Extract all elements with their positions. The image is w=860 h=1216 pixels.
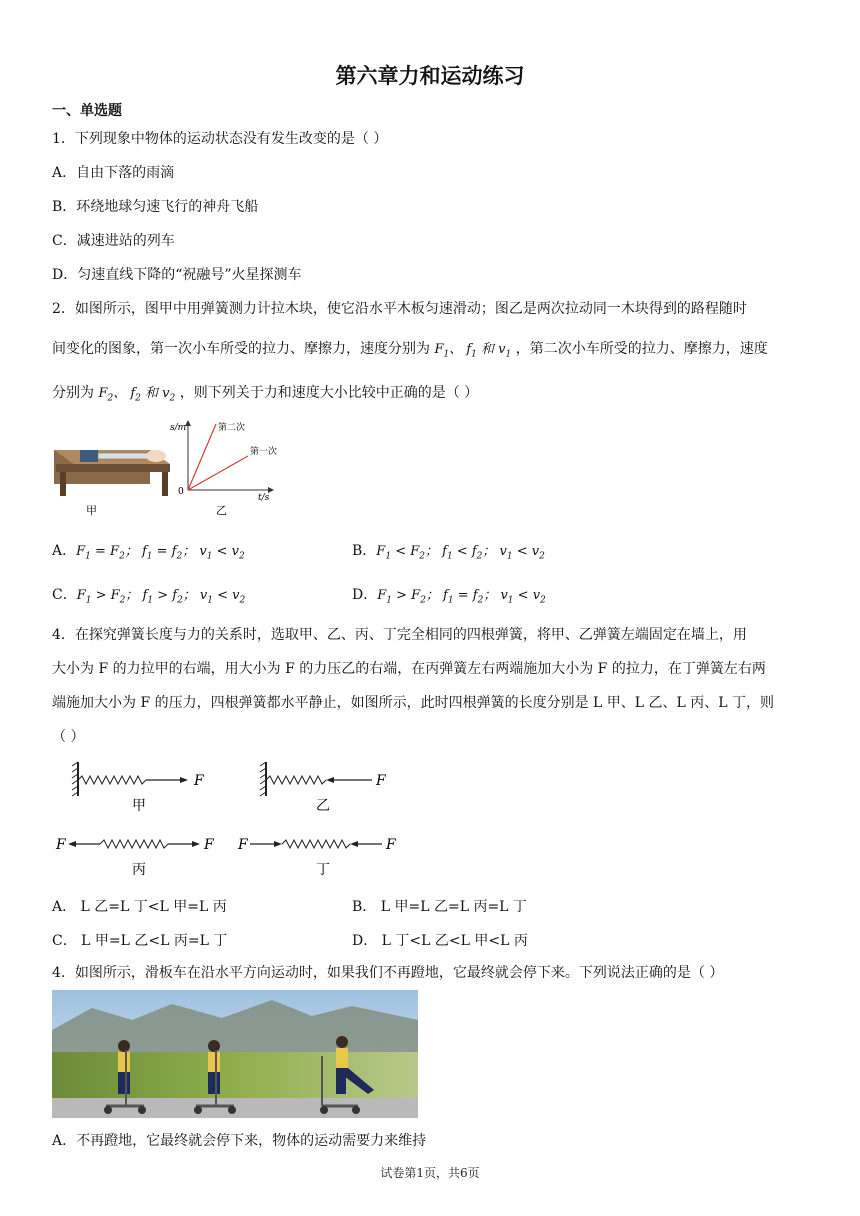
q1-option-d: D．匀速直线下降的“祝融号”火星探测车 bbox=[52, 267, 302, 283]
spring-ding-force-left: F bbox=[238, 837, 248, 853]
table-with-block-image bbox=[54, 450, 170, 496]
q2-option-d: D．$F_1 > F_2$； $f_1 = f_2$； $v_1 < v_2$ bbox=[352, 587, 546, 606]
spring-bing-force-right: F bbox=[204, 837, 214, 853]
q4a-option-c: C． L 甲=L 乙<L 丙=L 丁 bbox=[52, 933, 228, 949]
q2-line-3: 分别为 $F_2$、 $f_2$ 和 $v_2$ ，则下列关于力和速度大小比较中正确的是（ ） bbox=[52, 385, 479, 404]
graph-second-label: 第二次 bbox=[218, 423, 246, 433]
graph-origin: 0 bbox=[178, 487, 184, 497]
q2-figure bbox=[52, 420, 312, 520]
q2-line-1: 2．如图所示，图甲中用弹簧测力计拉木块，使它沿水平木板匀速滑动；图乙是两次拉动同一木块得到的路程随时 bbox=[52, 301, 747, 317]
q2-line-2: 间变化的图象，第一次小车所受的拉力、摩擦力，速度分别为 $F_1$、 $f_1$ 和 $v_1$ ，第二次小车所受的拉力、摩擦力，速度 bbox=[52, 341, 768, 360]
q1-option-c: C．减速进站的列车 bbox=[52, 233, 175, 249]
spring-ding-label: 丁 bbox=[316, 862, 330, 878]
first-run-line bbox=[188, 456, 248, 490]
page-title: 第六章力和运动练习 bbox=[335, 64, 525, 88]
figure-label-jia: 甲 bbox=[86, 504, 97, 517]
scooter-photo bbox=[52, 990, 418, 1118]
q2-option-b: B．$F_1 < F_2$； $f_1 < f_2$； $v_1 < v_2$ bbox=[352, 543, 545, 562]
q4a-line-3: 端施加大小为 F 的压力，四根弹簧都水平静止，如图所示，此时四根弹簧的长度分别是 L 甲、L 乙、L 丙、L 丁，则 bbox=[52, 695, 775, 711]
spring-yi-label: 乙 bbox=[316, 798, 330, 814]
spring-bing-force-left: F bbox=[56, 837, 66, 853]
q4b-stem: 4．如图所示，滑板车在沿水平方向运动时，如果我们不再蹬地，它最终就会停下来。下列说法正确的是（ ） bbox=[52, 965, 724, 981]
section-heading: 一、单选题 bbox=[52, 103, 122, 119]
graph-y-label: s/m bbox=[170, 423, 187, 433]
spring-jia-label: 甲 bbox=[132, 798, 146, 814]
page-footer: 试卷第1页，共6页 bbox=[380, 1166, 480, 1180]
q4a-option-d: D． L 丁<L 乙<L 甲<L 丙 bbox=[352, 933, 528, 949]
q1-option-a: A．自由下落的雨滴 bbox=[52, 165, 175, 181]
springs-figure bbox=[52, 756, 432, 886]
q2-option-c: C．$F_1 > F_2$； $f_1 > f_2$； $v_1 < v_2$ bbox=[52, 587, 246, 606]
q4a-line-1: 4．在探究弹簧长度与力的关系时，选取甲、乙、丙、丁完全相同的四根弹簧，将甲、乙弹簧左端固定在墙上，用 bbox=[52, 627, 747, 643]
spring-yi bbox=[260, 762, 387, 814]
q4a-line-4: （ ） bbox=[52, 729, 85, 745]
graph-first-label: 第一次 bbox=[250, 447, 278, 457]
q4b-option-a: A．不再蹬地，它最终就会停下来，物体的运动需要力来维持 bbox=[52, 1133, 427, 1149]
second-run-line bbox=[188, 424, 216, 490]
spring-bing bbox=[55, 837, 215, 878]
q1-option-b: B．环绕地球匀速飞行的神舟飞船 bbox=[52, 199, 259, 215]
spring-ding-force-right: F bbox=[386, 837, 396, 853]
s-t-graph bbox=[170, 420, 277, 503]
q4a-option-a: A． L 乙=L 丁<L 甲=L 丙 bbox=[52, 899, 227, 915]
spring-jia bbox=[72, 762, 205, 814]
figure-label-yi: 乙 bbox=[216, 504, 227, 517]
q4a-option-b: B． L 甲=L 乙=L 丙=L 丁 bbox=[352, 899, 527, 915]
q4a-line-2: 大小为 F 的力拉甲的右端，用大小为 F 的力压乙的右端，在丙弹簧左右两端施加大小为 F 的拉力，在丁弹簧左右两 bbox=[52, 661, 766, 677]
spring-yi-force: F bbox=[376, 773, 386, 789]
spring-ding bbox=[237, 837, 397, 878]
q2-option-a: A．$F_1 = F_2$； $f_1 = f_2$； $v_1 < v_2$ bbox=[52, 543, 245, 562]
q1-stem: 1．下列现象中物体的运动状态没有发生改变的是（ ） bbox=[52, 131, 388, 147]
spring-bing-label: 丙 bbox=[132, 862, 146, 878]
graph-x-label: t/s bbox=[258, 493, 270, 503]
spring-jia-force: F bbox=[194, 773, 204, 789]
